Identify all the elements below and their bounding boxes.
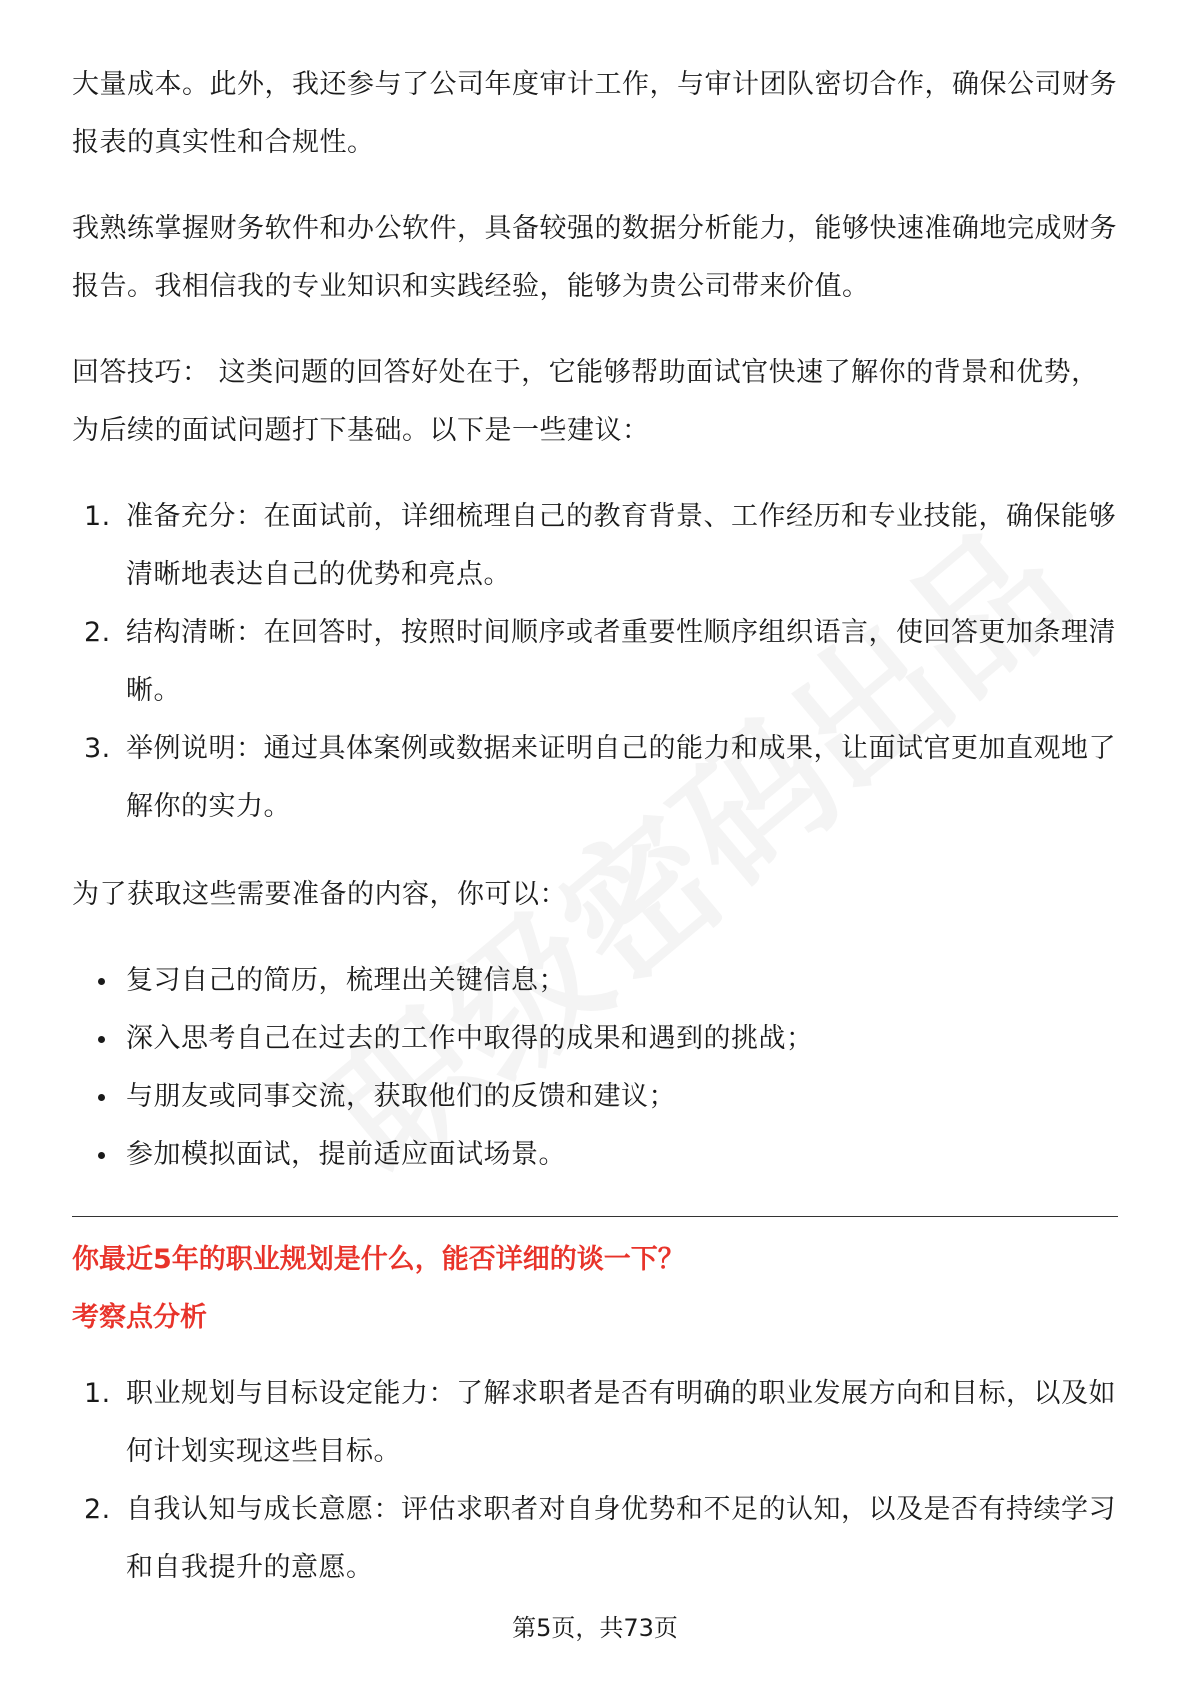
bullet-icon — [98, 1036, 105, 1043]
list-item-text: 复习自己的简历，梳理出关键信息； — [126, 965, 566, 996]
list-item-text: 职业规划与目标设定能力：了解求职者是否有明确的职业发展方向和目标，以及如何计划实现这些目标。 — [126, 1378, 1116, 1467]
prep-intro: 为了获取这些需要准备的内容，你可以： — [72, 879, 567, 910]
intro-paragraph: 我熟练掌握财务软件和办公软件，具备较强的数据分析能力，能够快速准确地完成财务报告。我相信我的专业知识和实践经验，能够为贵公司带来价值。 — [72, 213, 1117, 302]
tips-list — [72, 488, 1118, 836]
bullet-icon — [98, 1094, 105, 1101]
list-item — [72, 604, 1118, 720]
list-item-text: 深入思考自己在过去的工作中取得的成果和遇到的挑战； — [126, 1023, 814, 1054]
list-item-text: 准备充分：在面试前，详细梳理自己的教育背景、工作经历和专业技能，确保能够清晰地表达自己的优势和亮点。 — [126, 501, 1116, 590]
list-number: 1. — [84, 501, 111, 532]
list-item-text: 与朋友或同事交流，获取他们的反馈和建议； — [126, 1081, 676, 1112]
list-item — [72, 952, 1118, 1010]
page-footer: 第5页，共73页 — [512, 1614, 678, 1642]
list-number: 2. — [84, 1494, 111, 1525]
list-number: 1. — [84, 1378, 111, 1409]
list-item-text: 结构清晰：在回答时，按照时间顺序或者重要性顺序组织语言，使回答更加条理清晰。 — [126, 617, 1116, 706]
list-item — [72, 1481, 1118, 1597]
list-number: 3. — [84, 733, 111, 764]
list-item — [72, 1126, 1118, 1184]
list-item — [72, 488, 1118, 604]
list-number: 2. — [84, 617, 111, 648]
document-page — [72, 56, 1118, 1627]
list-item — [72, 720, 1118, 836]
section-divider — [72, 1216, 1118, 1217]
prep-list — [72, 952, 1118, 1184]
bullet-icon — [98, 978, 105, 985]
list-item — [72, 1010, 1118, 1068]
list-item-text: 自我认知与成长意愿：评估求职者对自身优势和不足的认知，以及是否有持续学习和自我提升的意愿。 — [126, 1494, 1116, 1583]
list-item-text: 举例说明：通过具体案例或数据来证明自己的能力和成果，让面试官更加直观地了解你的实力。 — [126, 733, 1116, 822]
question-heading: 你最近5年的职业规划是什么，能否详细的谈一下？ — [72, 1244, 685, 1275]
analysis-list — [72, 1365, 1118, 1597]
answer-tips-intro: 回答技巧： 这类问题的回答好处在于，它能够帮助面试官快速了解你的背景和优势，为后续的面试问题打下基础。以下是一些建议： — [72, 357, 1099, 446]
list-item — [72, 1068, 1118, 1126]
bullet-icon — [98, 1152, 105, 1159]
intro-paragraph: 大量成本。此外，我还参与了公司年度审计工作，与审计团队密切合作，确保公司财务报表的真实性和合规性。 — [72, 69, 1117, 158]
list-item-text: 参加模拟面试，提前适应面试场景。 — [126, 1139, 566, 1170]
analysis-heading: 考察点分析 — [72, 1302, 207, 1333]
list-item — [72, 1365, 1118, 1481]
